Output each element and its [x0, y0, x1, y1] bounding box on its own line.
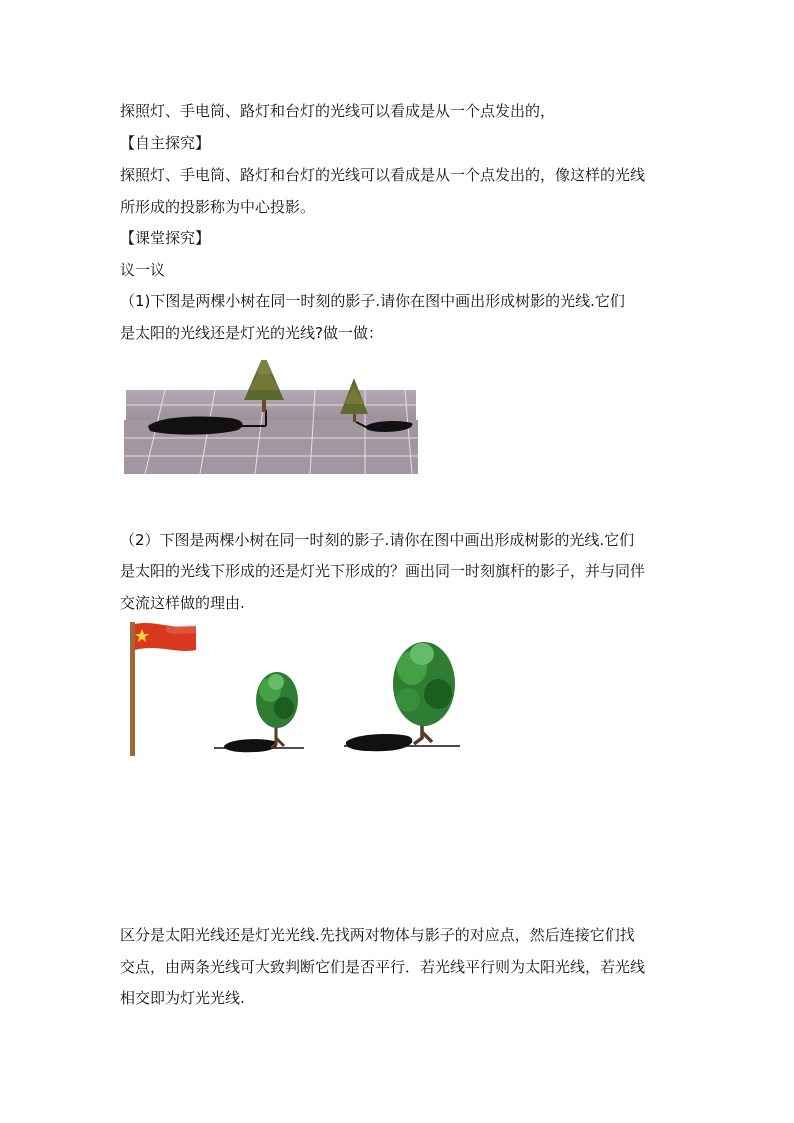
question1-line1: （1)下图是两棵小树在同一时刻的影子.请你在图中画出形成树影的光线.它们 [120, 292, 625, 310]
answer-line3: 相交即为灯光光线. [120, 989, 245, 1007]
intro-text: 探照灯、手电筒、路灯和台灯的光线可以看成是从一个点发出的， [120, 102, 556, 120]
section-heading-class-study: 【课堂探究】 [120, 229, 211, 247]
question2-line1: （2）下图是两棵小树在同一时刻的影子.请你在图中画出形成树影的光线.它们 [120, 531, 635, 549]
section-heading-self-study: 【自主探究】 [120, 134, 211, 152]
figure-trees-grid [120, 360, 420, 478]
left-tree-shadow [224, 739, 277, 752]
self-study-text-line1: 探照灯、手电筒、路灯和台灯的光线可以看成是从一个点发出的，像这样的光线 [120, 166, 646, 184]
question2-line2: 是太阳的光线下形成的还是灯光下形成的？画出同一时刻旗杆的影子，并与同伴 [120, 562, 646, 580]
question2-line3: 交流这样做的理由. [120, 594, 245, 612]
discuss-heading: 议一议 [120, 261, 166, 279]
answer-line1: 区分是太阳光线还是灯光光线.先找两对物体与影子的对应点，然后连接它们找 [120, 926, 635, 944]
right-tree-shadow [346, 734, 412, 751]
right-tree [393, 642, 455, 744]
flag-pole [130, 622, 135, 756]
figure-flagpole-trees [126, 620, 466, 760]
answer-line2: 交点，由两条光线可大致判断它们是否平行．若光线平行则为太阳光线，若光线 [120, 958, 646, 976]
self-study-text-line2: 所形成的投影称为中心投影。 [120, 198, 316, 216]
question1-line2: 是太阳的光线还是灯光的光线?做一做： [120, 324, 383, 342]
left-tree [256, 672, 298, 748]
